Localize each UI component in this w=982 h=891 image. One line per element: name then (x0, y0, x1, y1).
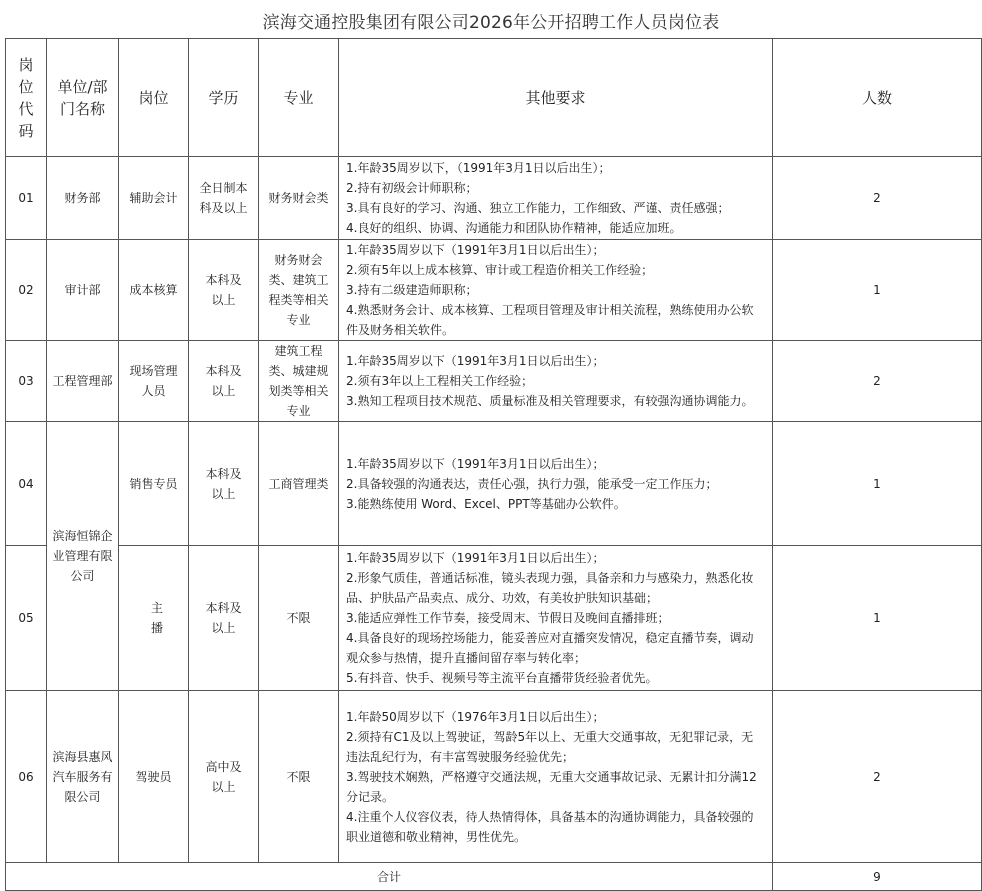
row-requirements (339, 341, 773, 422)
row-major: 工商管理类 (259, 422, 339, 546)
page-title: 滨海交通控股集团有限公司2026年公开招聘工作人员岗位表 (262, 13, 720, 33)
row-post: 辅助会计 (119, 157, 189, 240)
header-row (6, 39, 982, 157)
row-count: 2 (773, 341, 982, 422)
row-code: 06 (6, 691, 47, 863)
total-row (6, 863, 982, 891)
row-code: 02 (6, 240, 47, 341)
row-education: 高中及以上 (189, 691, 259, 863)
row-major: 不限 (259, 546, 339, 691)
row-post: 销售专员 (119, 422, 189, 546)
table-row (6, 240, 982, 341)
requirement-item: 3.具有良好的学习、沟通、独立工作能力，工作细致、严谨、责任感强； (346, 201, 730, 215)
requirement-item: 1.年龄35周岁以下（1991年3月1日以后出生）； (346, 456, 605, 471)
row-count: 2 (773, 691, 982, 863)
requirement-item: 1.年龄50周岁以下（1976年3月1日以后出生）； (346, 709, 605, 724)
requirement-item: 1.年龄35周岁以下，（1991年3月1日以后出生）； (346, 161, 611, 175)
row-code: 05 (6, 546, 47, 691)
requirement-item: 3.持有二级建造师职称； (346, 283, 478, 297)
requirement-item: 3.能适应弹性工作节奏，接受周末、节假日及晚间直播排班； (346, 611, 670, 625)
requirement-item: 3.熟知工程项目技术规范、质量标准及相关管理要求，有较强沟通协调能力。 (346, 394, 754, 408)
row-unit: 滨海恒锦企业管理有限公司 (47, 422, 119, 691)
requirement-item: 1.年龄35周岁以下（1991年3月1日以后出生）； (346, 243, 605, 257)
table-row (6, 157, 982, 240)
requirement-item: 1.年龄35周岁以下（1991年3月1日以后出生）； (346, 354, 605, 368)
table-row (6, 691, 982, 863)
row-count: 1 (773, 422, 982, 546)
header-code: 岗 位 代 码 (6, 39, 47, 157)
row-major: 不限 (259, 691, 339, 863)
row-requirements (339, 422, 773, 546)
requirement-item: 3.能熟练使用 Word、Excel、PPT等基础办公软件。 (346, 496, 626, 511)
row-count: 2 (773, 157, 982, 240)
row-major: 建筑工程类、城建规划类等相关专业 (259, 341, 339, 422)
header-requirements: 其他要求 (339, 39, 773, 157)
row-post: 主播 (119, 546, 189, 691)
row-code: 01 (6, 157, 47, 240)
total-label: 合计 (6, 863, 773, 891)
row-requirements (339, 157, 773, 240)
header-edu: 学历 (189, 39, 259, 157)
row-count: 1 (773, 546, 982, 691)
requirement-item: 2.须持有C1及以上驾驶证，驾龄5年以上、无重大交通事故，无犯罪记录，无违法乱纪行为，有丰富驾驶服务经验优先； (346, 729, 754, 764)
requirement-item: 2.具备较强的沟通表达，责任心强，执行力强，能承受一定工作压力； (346, 476, 718, 491)
row-unit: 滨海县惠风汽车服务有限公司 (47, 691, 119, 863)
row-education: 本科及以上 (189, 422, 259, 546)
row-post: 成本核算 (119, 240, 189, 341)
header-major: 专业 (259, 39, 339, 157)
row-post: 驾驶员 (119, 691, 189, 863)
row-education: 本科及以上 (189, 341, 259, 422)
requirement-item: 4.熟悉财务会计、成本核算、工程项目管理及审计相关流程，熟练使用办公软件及财务相关软件。 (346, 303, 754, 337)
row-code: 03 (6, 341, 47, 422)
row-major: 财务财会类 (259, 157, 339, 240)
row-post: 现场管理人员 (119, 341, 189, 422)
row-education: 本科及以上 (189, 240, 259, 341)
row-requirements (339, 691, 773, 863)
row-count: 1 (773, 240, 982, 341)
table-row (6, 422, 982, 546)
requirement-item: 2.须有5年以上成本核算、审计或工程造价相关工作经验； (346, 263, 654, 277)
requirement-item: 5.有抖音、快手、视频号等主流平台直播带货经验者优先。 (346, 671, 658, 685)
row-unit: 审计部 (47, 240, 119, 341)
positions-table (5, 38, 982, 891)
requirement-item: 4.注重个人仪容仪表，待人热情得体，具备基本的沟通协调能力，具备较强的职业道德和敬业精神，男性优先。 (346, 809, 754, 844)
header-post: 岗位 (119, 39, 189, 157)
row-code: 04 (6, 422, 47, 546)
header-count: 人数 (773, 39, 982, 157)
requirement-item: 2.持有初级会计师职称； (346, 181, 478, 195)
requirement-item: 3.驾驶技术娴熟，严格遵守交通法规，无重大交通事故记录、无累计扣分满12分记录。 (346, 769, 757, 804)
table-row (6, 341, 982, 422)
requirement-item: 2.须有3年以上工程相关工作经验； (346, 374, 534, 388)
row-unit: 财务部 (47, 157, 119, 240)
table-row (6, 546, 982, 691)
row-requirements (339, 240, 773, 341)
requirement-item: 1.年龄35周岁以下（1991年3月1日以后出生）； (346, 551, 605, 565)
requirement-item: 4.良好的组织、协调、沟通能力和团队协作精神，能适应加班。 (346, 221, 682, 235)
requirement-item: 4.具备良好的现场控场能力，能妥善应对直播突发情况，稳定直播节奏，调动观众参与热情，提升直播间留存率与转化率； (346, 631, 754, 665)
header-unit: 单位/部门名称 (47, 39, 119, 157)
row-requirements (339, 546, 773, 691)
row-major: 财务财会类、建筑工程类等相关专业 (259, 240, 339, 341)
requirement-item: 2.形象气质佳，普通话标准，镜头表现力强，具备亲和力与感染力，熟悉化妆品、护肤品产品卖点、成分、功效，有美妆护肤知识基础； (346, 571, 754, 605)
total-count: 9 (773, 863, 982, 891)
row-education: 全日制本科及以上 (189, 157, 259, 240)
row-unit: 工程管理部 (47, 341, 119, 422)
row-education: 本科及以上 (189, 546, 259, 691)
